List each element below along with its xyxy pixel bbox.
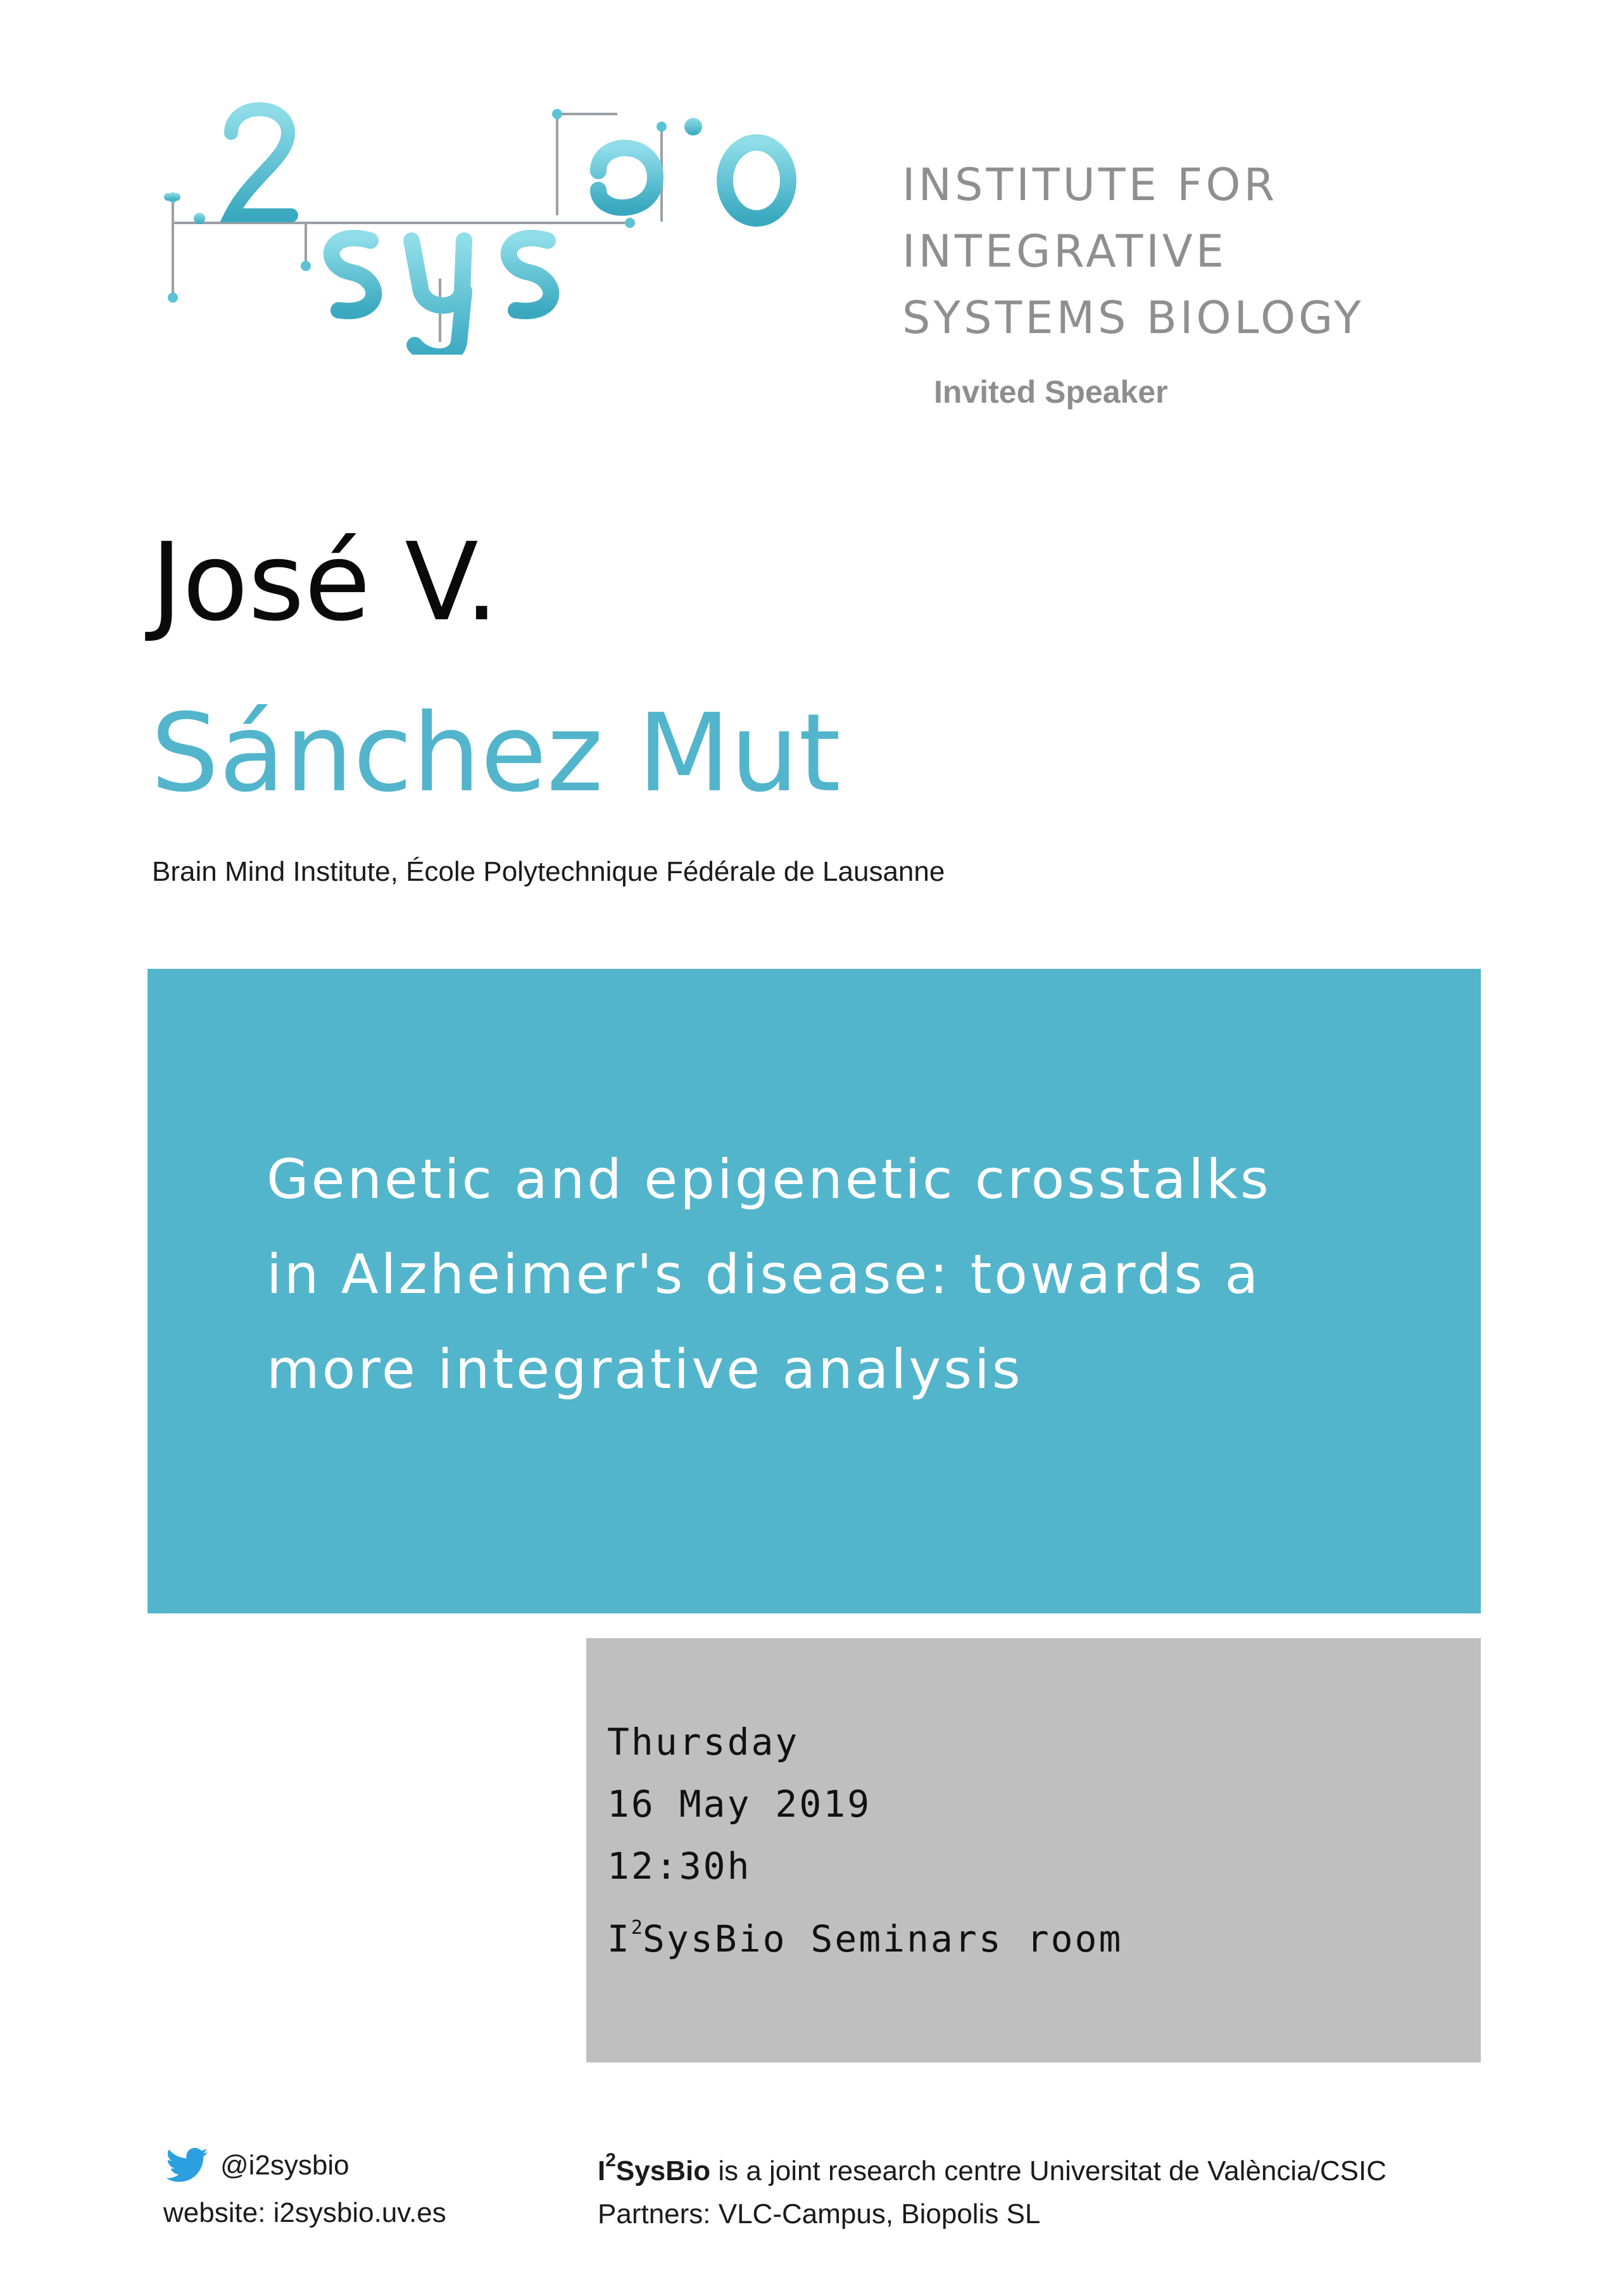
twitter-bird-icon: [166, 2148, 209, 2183]
talk-title-box: [148, 969, 1481, 1613]
talk-title-line: more integrative analysis: [267, 1338, 1023, 1401]
twitter-handle: @i2sysbio: [220, 2150, 349, 2181]
joint-centre-text: is a joint research centre Universitat de València/CSIC: [710, 2155, 1386, 2186]
event-room-prefix: I: [607, 1917, 631, 1960]
partners-line: Partners: VLC-Campus, Biopolis SL: [598, 2198, 1041, 2230]
speaker-affiliation: Brain Mind Institute, École Polytechnique Fédérale de Lausanne: [152, 856, 945, 887]
institute-line-1: INSTITUTE FOR: [902, 159, 1278, 211]
footer-brand-prefix: I: [598, 2155, 606, 2186]
footer-brand: [598, 2150, 711, 2186]
website-link[interactable]: website: i2sysbio.uv.es: [163, 2197, 446, 2228]
speaker-last-name: Sánchez Mut: [151, 691, 841, 816]
event-room-rest: SysBio Seminars room: [642, 1917, 1123, 1960]
twitter-link[interactable]: [166, 2147, 349, 2185]
event-info-box: [586, 1638, 1481, 2062]
talk-title: [267, 1132, 1457, 1417]
event-room-sup: 2: [631, 1917, 643, 1939]
event-details: [607, 1711, 1122, 1970]
invited-speaker-label: Invited Speaker: [934, 374, 1168, 410]
footer-brand-sup: 2: [605, 2150, 616, 2171]
event-date: 16 May 2019: [607, 1782, 872, 1826]
event-time: 12:30h: [607, 1845, 751, 1888]
event-day: Thursday: [607, 1720, 800, 1763]
institute-line-2: INTEGRATIVE: [902, 225, 1228, 277]
i2sysbio-logo: [161, 89, 826, 355]
joint-centre-line: [598, 2139, 1386, 2193]
talk-title-line: Genetic and epigenetic crosstalks: [267, 1148, 1271, 1211]
institute-line-3: SYSTEMS BIOLOGY: [902, 292, 1364, 344]
event-room: [607, 1897, 1122, 1970]
footer-brand-rest: SysBio: [615, 2155, 711, 2186]
speaker-first-name: José V.: [151, 520, 499, 645]
talk-title-line: in Alzheimer's disease: towards a: [267, 1243, 1261, 1306]
institute-name: [902, 152, 1364, 351]
footer-info: [598, 2139, 1386, 2236]
